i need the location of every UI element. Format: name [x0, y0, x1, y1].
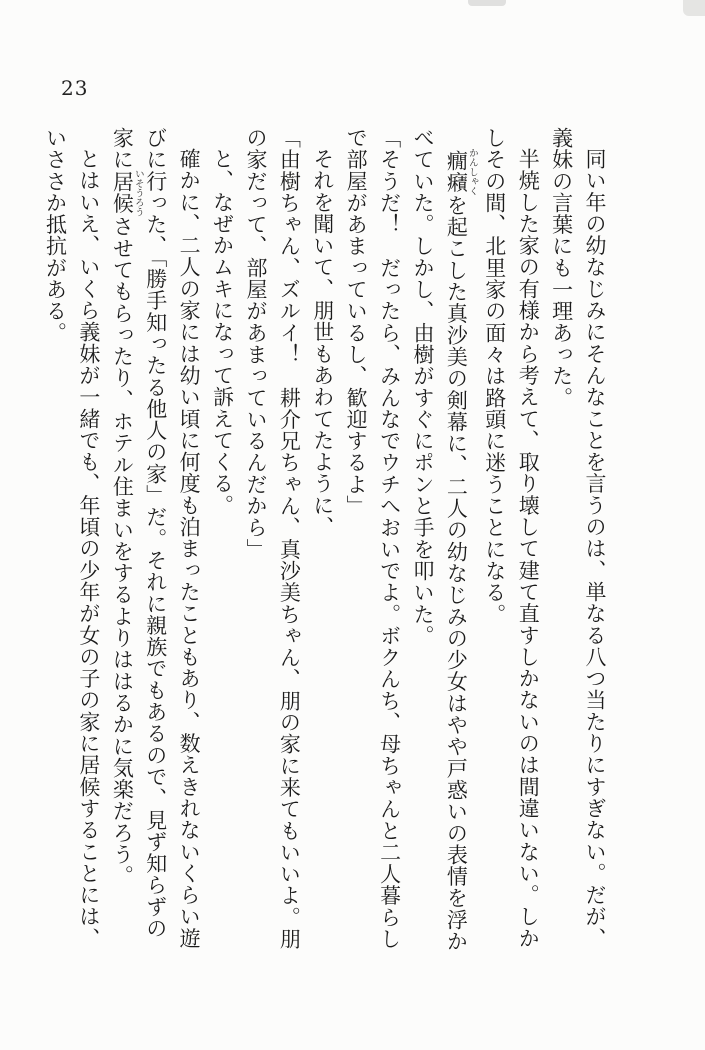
paragraph: と、なぜかムキになって訴えてくる。	[210, 148, 235, 517]
page-number: 23	[61, 76, 89, 100]
furigana-ruby: 居候いそうろう	[110, 169, 144, 217]
paragraph: 半焼した家の有様から考えて、取り壊して建て直すしかないのは間違いない。しかしその間、北里家の面々は路頭に迷うことになる。	[482, 127, 541, 950]
paragraph: 同い年の幼なじみにそんなことを言うのは、単なる八つ当たりにすぎない。だが、義妹の言葉にも一理あった。	[549, 127, 607, 950]
scan-artifact	[683, 0, 705, 16]
paragraph: 確かに、二人の家には幼い頃に何度も泊まったこともあり、数えきれないくらい遊びに行った、「勝手知ったる他人の家」だ。それに親族でもあるので、見ず知らずの家に居候いそうろうさせてもらったり、ホテル住まいをするよりははるかに気楽だろう。	[110, 127, 202, 950]
paragraph: 「そうだ！ だったら、みんなでウチへおいでよ。ボクんち、母ちゃんと二人暮らしで部屋があまっているし、歓迎するよ」	[344, 127, 402, 950]
paragraph: とはいえ、いくら義妹が一緒でも、年頃の少年が女の子の家に居候することには、いささか抵抗がある。	[43, 127, 101, 950]
furigana-ruby: 癇癪かんしゃく	[444, 148, 478, 196]
paragraph: それを聞いて、朋世もあわてたように、	[310, 148, 335, 538]
text-block	[38, 127, 611, 955]
scan-artifact	[468, 0, 506, 6]
paragraph: 癇癪かんしゃくを起こした真沙美の剣幕に、二人の幼なじみの少女はやや戸惑いの表情を浮かべていた。しかし、由樹がすぐにポンと手を叩いた。	[410, 127, 478, 953]
paragraph: 「由樹ちゃん、ズルイ！ 耕介兄ちゃん、真沙美ちゃん、朋の家に来てもいいよ。朋の家だって、部屋があまっているんだから」	[243, 127, 302, 950]
